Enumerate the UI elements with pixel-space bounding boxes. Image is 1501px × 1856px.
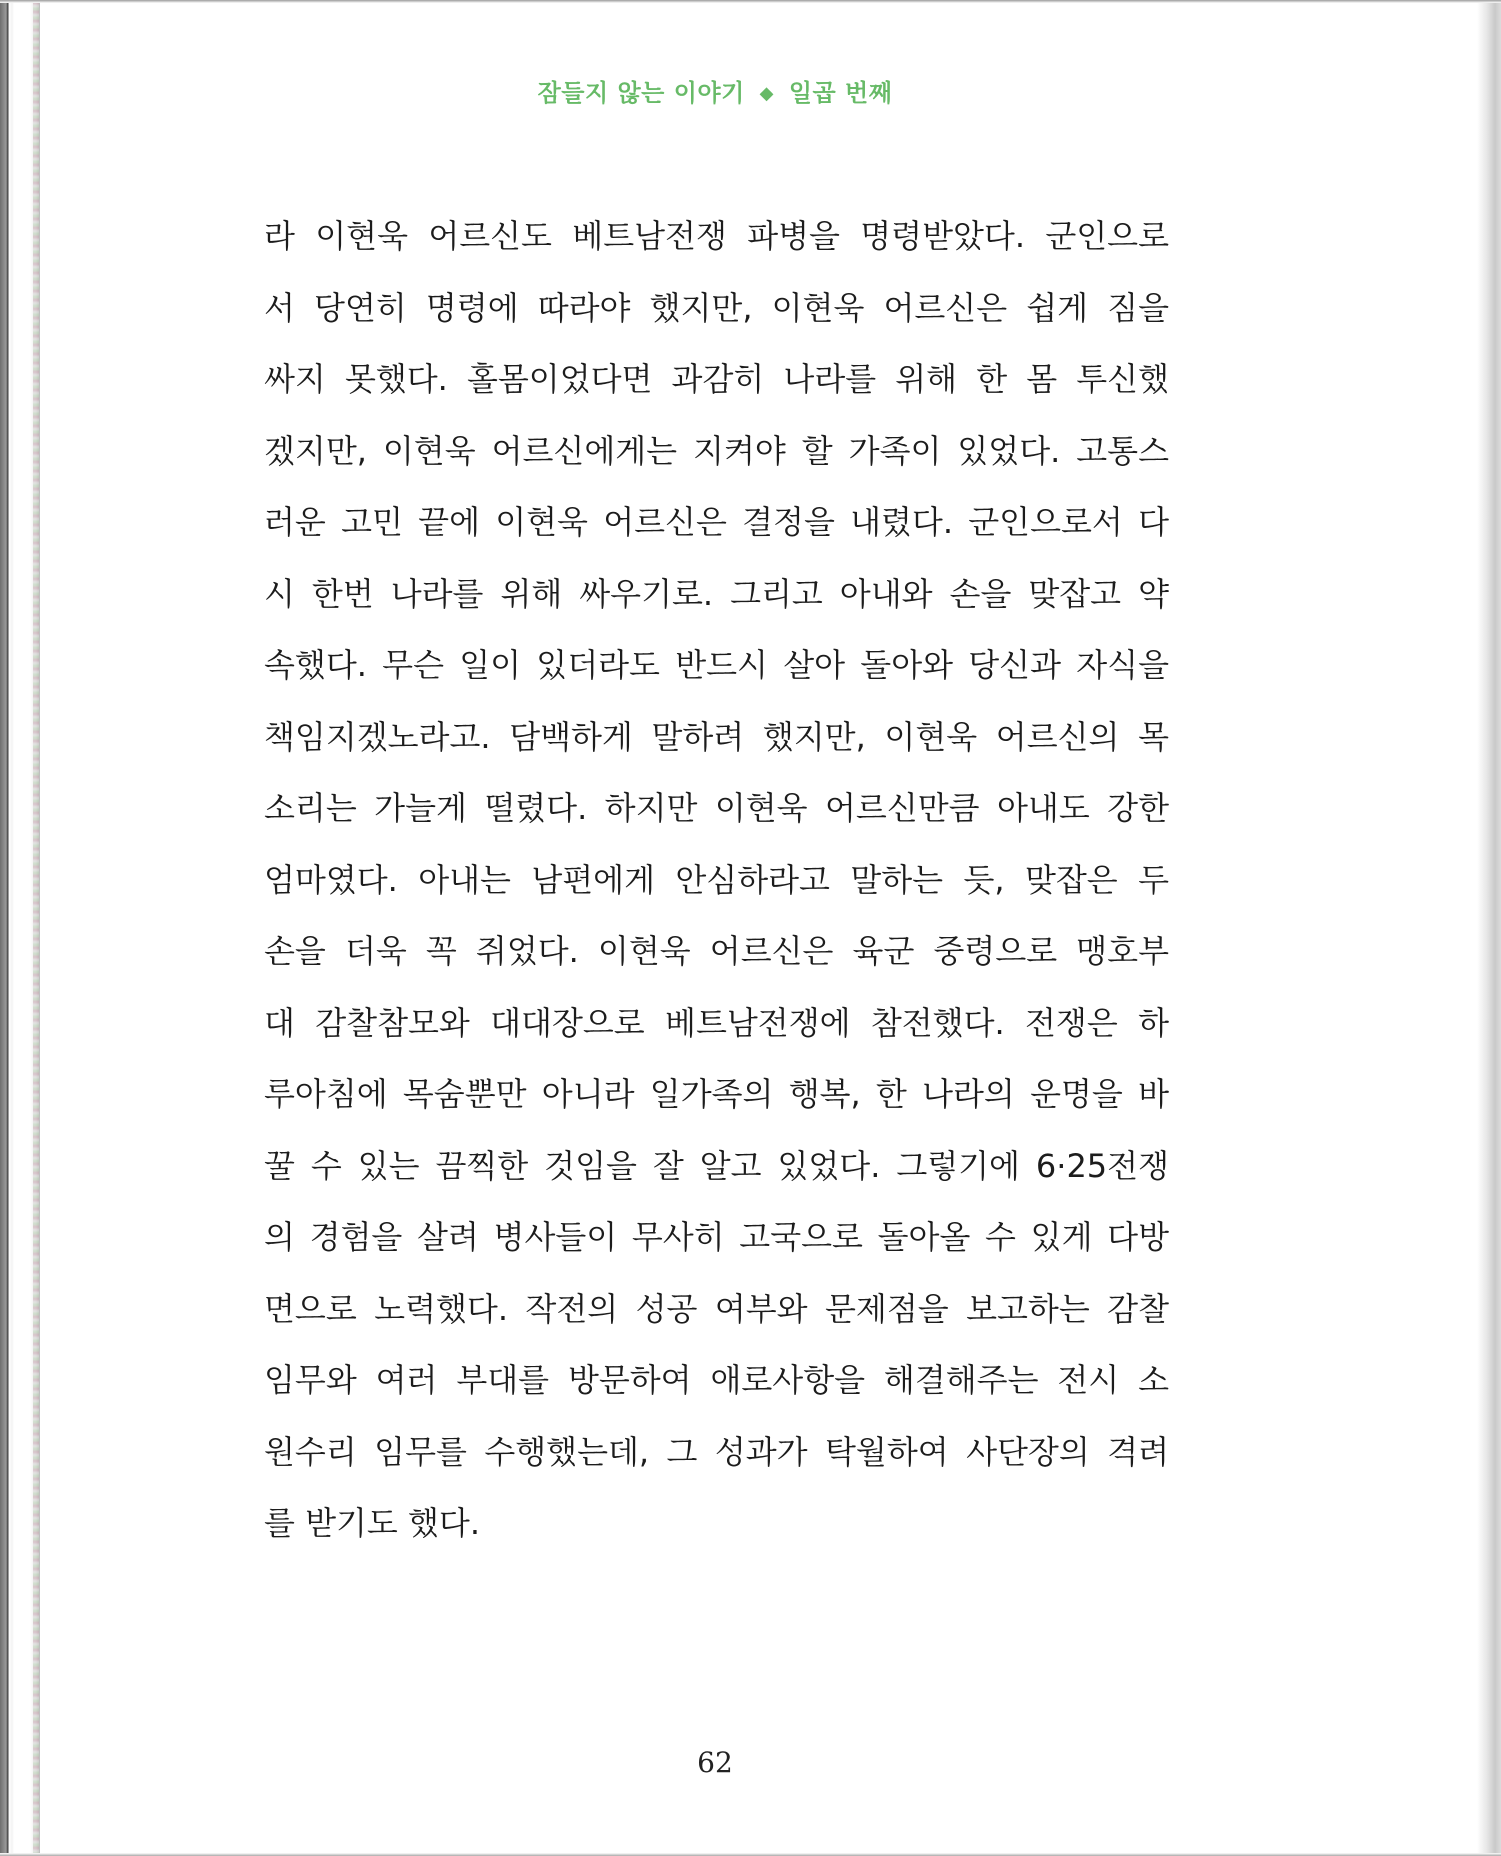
text-line: 소리는 가늘게 떨렸다. 하지만 이현욱 어르신만큼 아내도 강한 [264,789,1169,827]
text-line: 서 당연히 명령에 따라야 했지만, 이현욱 어르신은 쉽게 짐을 [264,288,1169,327]
text-line: 꿀 수 있는 끔찍한 것임을 잘 알고 있었다. 그렇기에 6·25전쟁 [264,1146,1169,1185]
text-line: 러운 고민 끝에 이현욱 어르신은 결정을 내렸다. 군인으로서 다 [264,503,1169,541]
text-line: 시 한번 나라를 위해 싸우기로. 그리고 아내와 손을 맞잡고 약 [264,574,1169,613]
diamond-separator-icon: ◆ [759,83,774,104]
text-line: 손을 더욱 꼭 쥐었다. 이현욱 어르신은 육군 중령으로 맹호부 [264,932,1169,970]
page-top-edge [0,0,1501,3]
body-paragraph [264,213,1169,1572]
book-spine-edge [0,0,40,1856]
series-title: 잠들지 않는 이야기 [537,78,745,107]
text-line: 겠지만, 이현욱 어르신에게는 지켜야 할 가족이 있었다. 고통스 [264,431,1169,470]
text-line: 라 이현욱 어르신도 베트남전쟁 파병을 명령받았다. 군인으로 [264,217,1169,255]
text-line: 원수리 임무를 수행했는데, 그 성과가 탁월하여 사단장의 격려 [264,1432,1169,1471]
text-line-last: 를 받기도 했다. [264,1504,480,1542]
text-line: 의 경험을 살려 병사들이 무사히 고국으로 돌아올 수 있게 다방 [264,1218,1169,1256]
text-line: 대 감찰참모와 대대장으로 베트남전쟁에 참전했다. 전쟁은 하 [264,1003,1169,1042]
text-line: 엄마였다. 아내는 남편에게 안심하라고 말하는 듯, 맞잡은 두 [264,860,1169,899]
text-line: 면으로 노력했다. 작전의 성공 여부와 문제점을 보고하는 감찰 [264,1289,1169,1328]
text-line: 책임지겠노라고. 담백하게 말하려 했지만, 이현욱 어르신의 목 [264,717,1169,756]
text-line: 속했다. 무슨 일이 있더라도 반드시 살아 돌아와 당신과 자식을 [264,646,1169,684]
page-right-shadow [1477,0,1501,1856]
running-header [0,73,1430,108]
text-line: 루아침에 목숨뿐만 아니라 일가족의 행복, 한 나라의 운명을 바 [264,1075,1169,1113]
page-number: 62 [697,1746,733,1779]
page-edge-stripes [33,0,39,1856]
text-line: 임무와 여러 부대를 방문하여 애로사항을 해결해주는 전시 소 [264,1361,1169,1399]
text-line: 싸지 못했다. 홀몸이었다면 과감히 나라를 위해 한 몸 투신했 [264,360,1169,398]
volume-label: 일곱 번째 [788,78,893,107]
